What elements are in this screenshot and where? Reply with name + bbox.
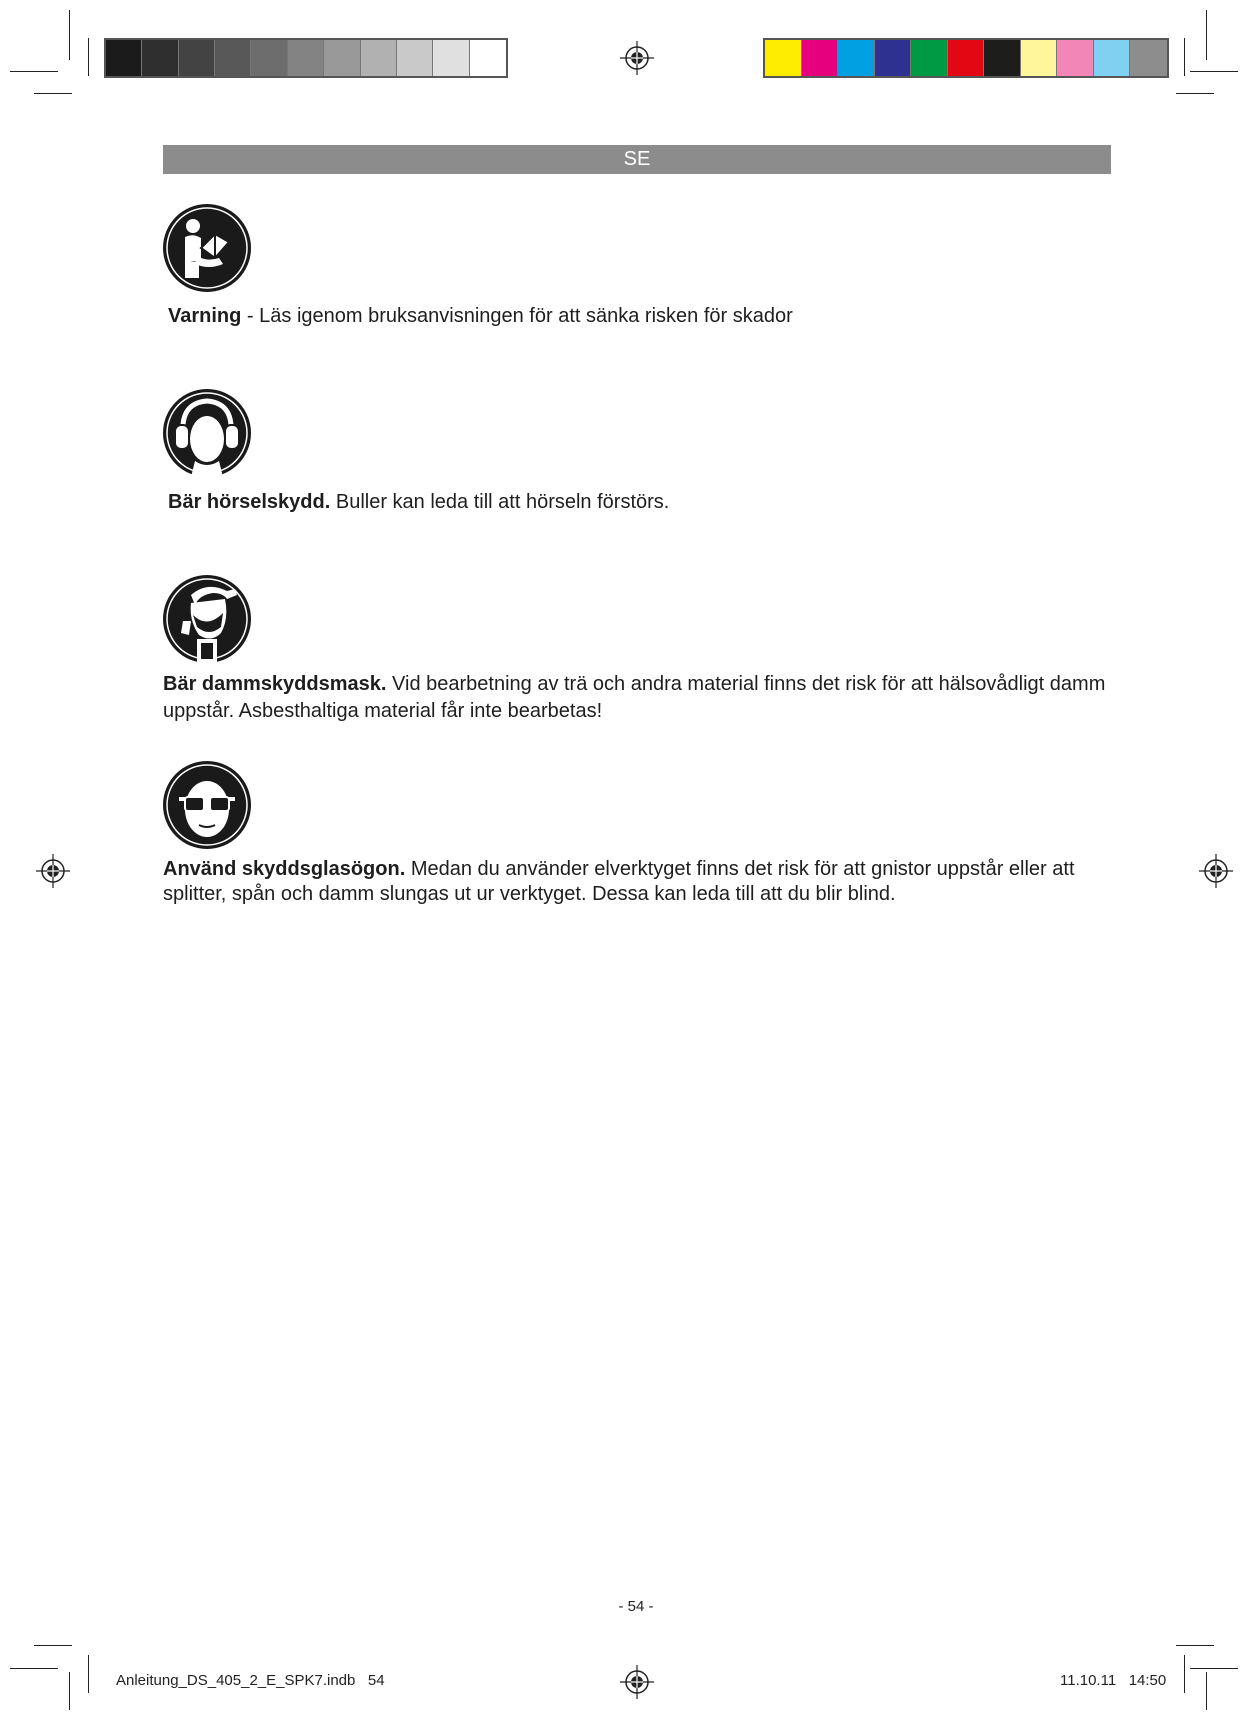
crop-mark (10, 1668, 58, 1669)
registration-mark-icon (36, 854, 70, 888)
color-swatch (838, 40, 875, 76)
warning-text: Läs igenom bruksanvisningen för att sänka risken för skador (259, 305, 793, 327)
crop-mark (34, 1645, 72, 1646)
warning-dust-mask (163, 671, 1108, 725)
warning-text: Buller kan leda till att hörseln förstörs. (335, 491, 670, 513)
warning-safety-goggles (163, 857, 1108, 907)
color-calibration-strip (763, 38, 1169, 78)
safety-goggles-icon (163, 761, 251, 849)
manual-reading-icon (163, 204, 251, 292)
color-swatch (288, 40, 324, 76)
ear-protection-icon (163, 389, 251, 477)
registration-mark-icon (1199, 854, 1233, 888)
warning-title: Använd skyddsglasögon. (163, 858, 406, 880)
language-header: SE (163, 145, 1111, 174)
color-swatch (433, 40, 469, 76)
registration-mark-icon (620, 41, 654, 75)
dust-mask-icon (163, 575, 251, 663)
warning-title: Bär hörselskydd. (168, 491, 331, 513)
crop-mark (1176, 93, 1214, 94)
footer-date: 11.10.11 (1060, 1672, 1117, 1689)
crop-mark (69, 10, 70, 60)
page-number: - 54 - (618, 1598, 654, 1615)
footer-filename (116, 1672, 385, 1689)
crop-mark (69, 1672, 70, 1710)
warning-read-manual: Varning - Läs igenom bruksanvisningen för att sänka risken för skador (168, 305, 793, 327)
color-swatch (948, 40, 985, 76)
crop-mark (1184, 38, 1185, 76)
crop-mark (1206, 1672, 1207, 1710)
color-swatch (179, 40, 215, 76)
crop-mark (1176, 1645, 1214, 1646)
color-swatch (911, 40, 948, 76)
filename: Anleitung_DS_405_2_E_SPK7.indb (116, 1672, 356, 1689)
color-swatch (142, 40, 178, 76)
color-swatch (765, 40, 802, 76)
color-swatch (1021, 40, 1058, 76)
warning-title: Varning (168, 305, 242, 327)
footer-datetime (1060, 1672, 1166, 1689)
color-swatch (984, 40, 1021, 76)
color-swatch (397, 40, 433, 76)
warning-text: Vid bearbetning av trä och andra material finns det risk för att hälsovådligt damm uppstår. Asbesthaltiga material får inte bearbetas! (163, 673, 1106, 722)
crop-mark (88, 38, 89, 76)
color-swatch (470, 40, 506, 76)
registration-mark-icon (620, 1665, 654, 1699)
color-swatch (215, 40, 251, 76)
color-swatch (875, 40, 912, 76)
color-swatch (802, 40, 839, 76)
warning-title: Bär dammskyddsmask. (163, 673, 387, 695)
warning-text: Medan du använder elverktyget finns det risk för att gnistor uppstår eller att splitter, spån och damm slungas ut ur verktyget. Dessa kan leda till att du blir blind. (163, 858, 1075, 905)
footer-time: 14:50 (1128, 1672, 1167, 1689)
warning-ear-protection (168, 489, 1108, 516)
crop-mark (1190, 71, 1238, 72)
color-swatch (251, 40, 287, 76)
crop-mark (10, 71, 58, 72)
crop-mark (1184, 1655, 1185, 1693)
footer-page: 54 (367, 1672, 385, 1689)
crop-mark (1190, 1668, 1238, 1669)
color-swatch (1130, 40, 1167, 76)
color-swatch (1057, 40, 1094, 76)
color-swatch (361, 40, 397, 76)
color-swatch (1094, 40, 1131, 76)
crop-mark (88, 1655, 89, 1693)
grayscale-calibration-strip (104, 38, 508, 78)
color-swatch (106, 40, 142, 76)
crop-mark (1206, 10, 1207, 60)
color-swatch (324, 40, 360, 76)
crop-mark (34, 93, 72, 94)
